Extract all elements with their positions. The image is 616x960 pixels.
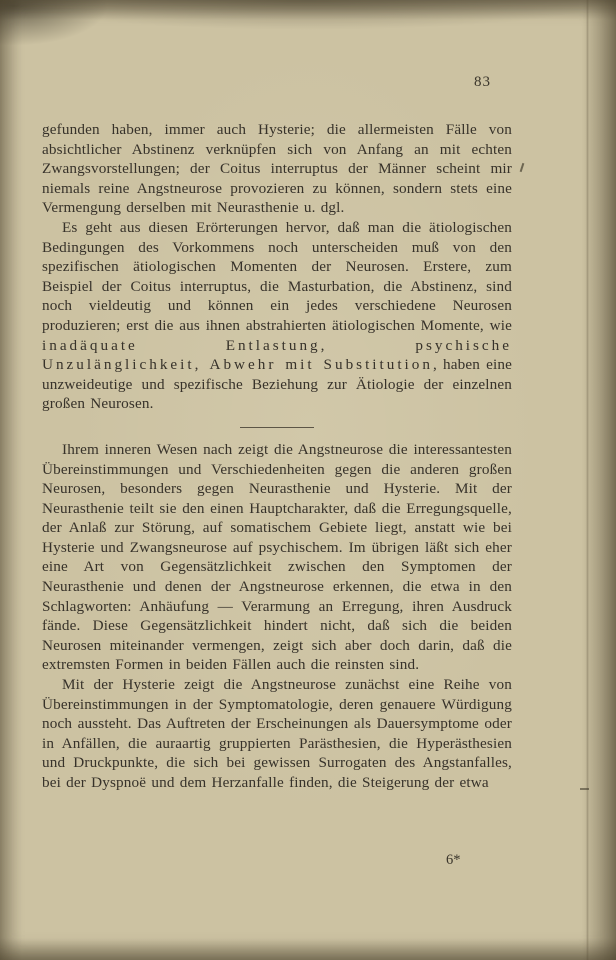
signature-mark: 6*: [446, 852, 461, 868]
paragraph: Mit der Hysterie zeigt die Angstneurose zunächst eine Reihe von Übereinstimmungen in der Symptomatologie, deren genauere Würdigung noch aussteht. Das Auftreten der Erscheinungen als Dauersymptome oder in Anfällen, die auraartig gruppierten Parästhesien, die Hyperästhesien und Druckpunkte, die sich bei gewissen Surrogaten des Angstanfalles, bei der Dyspnoë und dem Herzanfalle finden, die Steigerung der etwa: [42, 676, 512, 791]
page-number: 83: [474, 74, 491, 90]
paragraph-text: , haben eine unzweideutige und spezifische Beziehung zur Ätiologie der einzelnen großen Neurosen.: [42, 356, 512, 413]
emphasized-spaced-text: inadäquate Entlastung, psychische Unzulänglichkeit, Abwehr mit Substitution: [42, 336, 512, 374]
section-divider: [240, 427, 314, 428]
paragraph-continuation: gefunden haben, immer auch Hysterie; die allermeisten Fälle von absichtlicher Abstinenz verknüpfen sich von Anfang an mit echten Zwangsvorstellungen; der Coitus interruptus der Männer scheint mir niemals reine Angstneurose provozieren zu können, sondern stets eine Vermengung derselben mit Neurasthenie u. dgl.: [42, 121, 512, 217]
paragraph: [42, 218, 512, 414]
paper-mark: [580, 788, 589, 790]
paragraph: Ihrem inneren Wesen nach zeigt die Angstneurose die interessantesten Übereinstimmungen und Verschiedenheiten gegen die anderen großen Neurosen, besonders gegen Neurasthenie und Hysterie. Mit der Neurasthenie teilt sie den einen Hauptcharakter, daß die Erregungsquelle, der Anlaß zur Störung, auf somatischem Gebiete liegt, anstatt wie bei Hysterie und Zwangsneurose auf psychischem. Im übrigen läßt sich eher eine Art von Gegensätzlichkeit zwischen den Symptomen der Neurasthenie und denen der Angstneurose erkennen, die etwa in den Schlagworten: Anhäufung — Verarmung an Erregung, ihren Ausdruck fände. Diese Gegensätzlichkeit hindert nicht, daß sich die beiden Neurosen miteinander vermengen, zeigt sich aber doch darin, daß die extremsten Formen in beiden Fällen auch die reinsten sind.: [42, 440, 512, 674]
paper-mark: [520, 163, 525, 172]
text-block: [42, 120, 512, 793]
paragraph-text: Es geht aus diesen Erörterungen hervor, daß man die ätiologischen Bedingungen des Vorkommens noch unterscheiden muß von den spezifischen ätiologischen Momenten der Neurosen. Erstere, zum Beispiel der Coitus interruptus, die Masturbation, die Abstinenz, sind noch vieldeutig und können ein jedes verschiedene Neurosen produzieren; erst die aus ihnen abstrahierten ätiologischen Momente, wie: [42, 218, 512, 334]
paper-crease: [586, 0, 589, 960]
